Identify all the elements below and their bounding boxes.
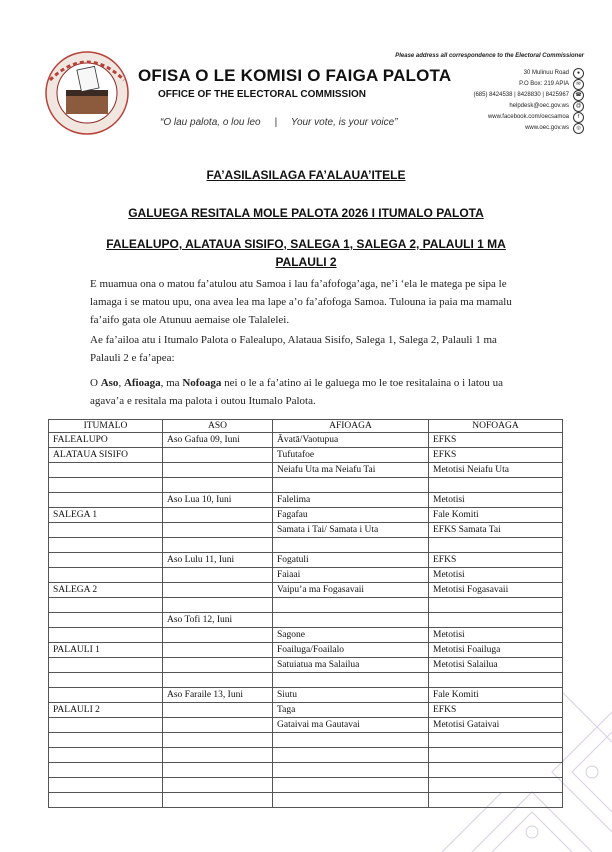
contact-email[interactable]: helpdesk@oec.gov.ws @ (394, 101, 584, 112)
registration-schedule-table (48, 419, 563, 808)
cell-aso: Aso Tofi 12, Iuni (163, 613, 273, 628)
cell-nofoaga: Metotisi Salailua (429, 658, 563, 673)
cell-itumalo: ALATAUA SISIFO (49, 448, 163, 463)
districts-heading: FALEALUPO, ALATAUA SISIFO, SALEGA 1, SALEGA 2, PALAULI 1 MA PALAULI 2 (106, 237, 506, 269)
cell-nofoaga (429, 793, 563, 808)
cell-aso (163, 583, 273, 598)
cell-nofoaga (429, 748, 563, 763)
cell-nofoaga (429, 598, 563, 613)
cell-itumalo: FALEALUPO (49, 433, 163, 448)
cell-aso (163, 718, 273, 733)
schedule-intro-paragraph: O Aso, Afioaga, ma Nofoaga nei o le a fa’atino ai le galuega mo le toe resitalaina o i latou ua agava’a e resitala ma palota i outou Itumalo Palota. (90, 377, 504, 407)
cell-itumalo: SALEGA 1 (49, 508, 163, 523)
cell-itumalo (49, 598, 163, 613)
motto: “O lau palota, o lou leo | Your vote, is your voice” (160, 117, 398, 128)
cell-itumalo (49, 538, 163, 553)
table-row (49, 613, 563, 628)
cell-itumalo (49, 568, 163, 583)
table-row (49, 553, 563, 568)
table-body (49, 433, 563, 808)
cell-aso: Aso Faraile 13, Iuni (163, 688, 273, 703)
table-header-row (49, 420, 563, 433)
cell-nofoaga: EFKS (429, 448, 563, 463)
cell-itumalo (49, 688, 163, 703)
cell-itumalo (49, 613, 163, 628)
cell-aso (163, 703, 273, 718)
contact-address: 30 Mulinuu Road ● (394, 68, 584, 79)
table-row (49, 433, 563, 448)
cell-afioaga (273, 673, 429, 688)
cell-nofoaga: Metotisi Fogasavaii (429, 583, 563, 598)
table-row (49, 448, 563, 463)
table-row (49, 733, 563, 748)
cell-nofoaga (429, 763, 563, 778)
column-header-itumalo: ITUMALO (49, 420, 163, 433)
cell-afioaga (273, 763, 429, 778)
location-icon: ● (573, 68, 584, 79)
table-row (49, 493, 563, 508)
cell-afioaga: Foailuga/Foailalo (273, 643, 429, 658)
contact-website[interactable]: www.oec.gov.ws ◎ (394, 123, 584, 134)
table-row (49, 598, 563, 613)
cell-nofoaga: Metotisi Foailuga (429, 643, 563, 658)
cell-nofoaga: EFKS (429, 433, 563, 448)
table-row (49, 673, 563, 688)
cell-afioaga (273, 598, 429, 613)
table-row (49, 508, 563, 523)
cell-afioaga: Neiafu Uta ma Neiafu Tai (273, 463, 429, 478)
notice-title: FA’ASILASILAGA FA’ALAUA’ITELE (206, 168, 406, 182)
contact-pobox: P.O Box: 219 APIA ✉ (394, 79, 584, 90)
cell-aso (163, 643, 273, 658)
cell-itumalo (49, 493, 163, 508)
cell-nofoaga (429, 733, 563, 748)
contact-phone: (685) 8424538 | 8428830 | 8425967 ☎ (394, 90, 584, 101)
cell-afioaga: Tufutafoe (273, 448, 429, 463)
table-row (49, 463, 563, 478)
cell-nofoaga: EFKS (429, 703, 563, 718)
org-name: OFISA O LE KOMISI O FAIGA PALOTA (138, 66, 452, 85)
cell-afioaga: Siutu (273, 688, 429, 703)
phone-icon: ☎ (573, 90, 584, 101)
table-row (49, 628, 563, 643)
cell-aso (163, 568, 273, 583)
cell-itumalo (49, 478, 163, 493)
column-header-aso: ASO (163, 420, 273, 433)
cell-itumalo (49, 553, 163, 568)
cell-aso (163, 538, 273, 553)
contact-block (394, 52, 584, 134)
column-header-afioaga: AFIOAGA (273, 420, 429, 433)
cell-aso (163, 478, 273, 493)
cell-afioaga: Samata i Tai/ Samata i Uta (273, 523, 429, 538)
cell-afioaga: Vaipu’a ma Fogasavaii (273, 583, 429, 598)
cell-afioaga (273, 793, 429, 808)
cell-itumalo (49, 748, 163, 763)
table-row (49, 538, 563, 553)
table-row (49, 748, 563, 763)
cell-aso: Aso Lua 10, Iuni (163, 493, 273, 508)
cell-itumalo (49, 763, 163, 778)
cell-itumalo (49, 793, 163, 808)
cell-nofoaga: EFKS Samata Tai (429, 523, 563, 538)
table-row (49, 523, 563, 538)
table-row (49, 568, 563, 583)
cell-itumalo (49, 463, 163, 478)
cell-itumalo (49, 733, 163, 748)
table-row (49, 793, 563, 808)
cell-afioaga: Taga (273, 703, 429, 718)
cell-itumalo (49, 673, 163, 688)
table-row (49, 583, 563, 598)
column-header-nofoaga: NOFOAGA (429, 420, 563, 433)
cell-itumalo (49, 778, 163, 793)
cell-afioaga (273, 748, 429, 763)
cell-aso (163, 763, 273, 778)
cell-afioaga: Faiaai (273, 568, 429, 583)
table-row (49, 688, 563, 703)
contact-facebook[interactable]: www.facebook.com/oecsamoa f (394, 112, 584, 123)
cell-afioaga: Fagafau (273, 508, 429, 523)
cell-aso (163, 673, 273, 688)
cell-afioaga: Satuiatua ma Salailua (273, 658, 429, 673)
cell-aso (163, 733, 273, 748)
table-row (49, 478, 563, 493)
cell-itumalo (49, 523, 163, 538)
commission-logo (44, 50, 130, 136)
cell-nofoaga: Fale Komiti (429, 688, 563, 703)
table-row (49, 778, 563, 793)
cell-aso (163, 463, 273, 478)
table-row (49, 763, 563, 778)
cell-itumalo: PALAULI 1 (49, 643, 163, 658)
table-row (49, 643, 563, 658)
cell-aso: Aso Gafua 09, Iuni (163, 433, 273, 448)
districts-paragraph: Ae fa’ailoa atu i Itumalo Palota o Falealupo, Alataua Sisifo, Salega 1, Salega 2, Palauli 1 ma Palauli 2 e fa’apea: (90, 334, 497, 364)
cell-aso (163, 448, 273, 463)
cell-afioaga (273, 538, 429, 553)
cell-aso (163, 523, 273, 538)
cell-aso (163, 793, 273, 808)
cell-itumalo (49, 718, 163, 733)
cell-afioaga: Sagone (273, 628, 429, 643)
table-row (49, 658, 563, 673)
cell-aso (163, 658, 273, 673)
at-icon: @ (573, 101, 584, 112)
cell-afioaga (273, 733, 429, 748)
table-row (49, 718, 563, 733)
cell-aso (163, 628, 273, 643)
table-row (49, 703, 563, 718)
cell-afioaga (273, 478, 429, 493)
cell-nofoaga (429, 778, 563, 793)
cell-aso (163, 778, 273, 793)
cell-afioaga: Āvatā/Vaotupua (273, 433, 429, 448)
cell-aso: Aso Lulu 11, Iuni (163, 553, 273, 568)
cell-nofoaga: Metotisi (429, 493, 563, 508)
cell-nofoaga: Metotisi Neiafu Uta (429, 463, 563, 478)
cell-itumalo: SALEGA 2 (49, 583, 163, 598)
mail-icon: ✉ (573, 79, 584, 90)
cell-afioaga (273, 778, 429, 793)
cell-afioaga: Fogatuli (273, 553, 429, 568)
cell-aso (163, 748, 273, 763)
cell-aso (163, 508, 273, 523)
cell-nofoaga (429, 538, 563, 553)
cell-nofoaga: Metotisi Gataivai (429, 718, 563, 733)
intro-paragraph: E muamua ona o matou fa’atulou atu Samoa i lau fa’afofoga’aga, ne’i ‘ela le matega pe sipa le lamaga i se matou upu, ona avea lea ma lape a’o fa’afofoga Samoa. Tulouna ia paia ma mamalu fa’aifo gata ole Atunuu aemaise ole Talalelei. (90, 278, 512, 326)
org-name-english: OFFICE OF THE ELECTORAL COMMISSION (158, 89, 366, 100)
contact-note: Please address all correspondence to the Electoral Commissioner (395, 53, 584, 59)
cell-aso (163, 598, 273, 613)
cell-nofoaga (429, 478, 563, 493)
cell-afioaga: Falelima (273, 493, 429, 508)
cell-afioaga (273, 613, 429, 628)
cell-nofoaga: Metotisi (429, 628, 563, 643)
cell-itumalo (49, 628, 163, 643)
cell-nofoaga: Fale Komiti (429, 508, 563, 523)
cell-nofoaga: Metotisi (429, 568, 563, 583)
cell-itumalo: PALAULI 2 (49, 703, 163, 718)
cell-nofoaga (429, 613, 563, 628)
cell-itumalo (49, 658, 163, 673)
facebook-icon: f (573, 112, 584, 123)
cell-nofoaga: EFKS (429, 553, 563, 568)
globe-icon: ◎ (573, 123, 584, 134)
cell-afioaga: Gataivai ma Gautavai (273, 718, 429, 733)
cell-nofoaga (429, 673, 563, 688)
notice-subtitle: GALUEGA RESITALA MOLE PALOTA 2026 I ITUMALO PALOTA (128, 206, 484, 220)
